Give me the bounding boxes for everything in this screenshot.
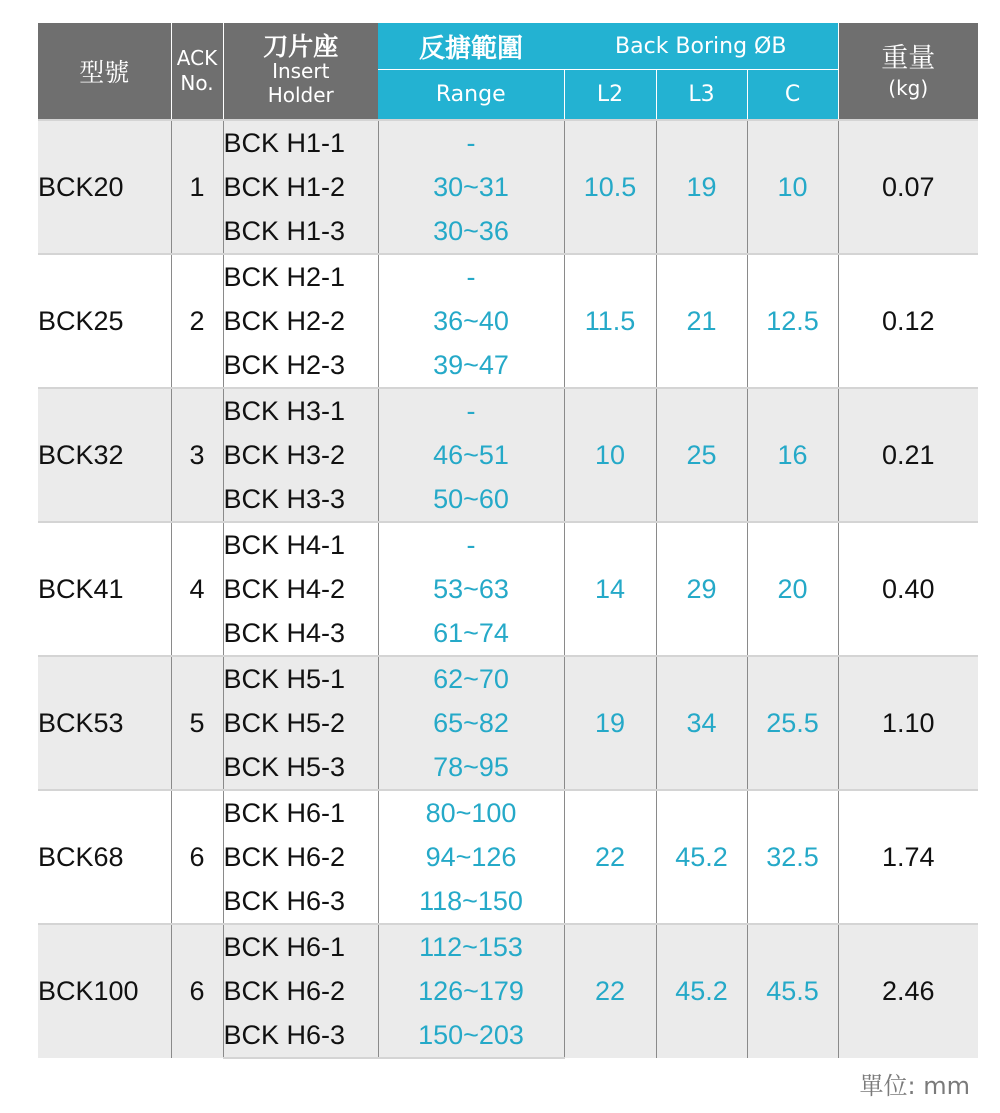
header-c-label: C <box>784 82 801 107</box>
weight-cell: 0.40 <box>838 522 978 656</box>
range-cell: - <box>378 388 564 433</box>
range-cell: 46~51 <box>378 433 564 477</box>
range-cell: - <box>378 522 564 567</box>
range-cell: 39~47 <box>378 343 564 388</box>
insert-holder-cell: BCK H6-1 <box>223 924 378 969</box>
range-cell: 53~63 <box>378 567 564 611</box>
range-cell: 36~40 <box>378 299 564 343</box>
ack-cell: 5 <box>171 656 223 790</box>
insert-holder-cell: BCK H3-3 <box>223 477 378 522</box>
header-insert-line2: Holder <box>267 83 334 107</box>
insert-holder-cell: BCK H6-2 <box>223 835 378 879</box>
ack-cell: 1 <box>171 120 223 254</box>
insert-holder-cell: BCK H2-2 <box>223 299 378 343</box>
c-cell: 20 <box>747 522 838 656</box>
insert-holder-cell: BCK H5-3 <box>223 745 378 790</box>
range-cell: 112~153 <box>378 924 564 969</box>
c-cell: 10 <box>747 120 838 254</box>
header-l2-label: L2 <box>596 82 624 107</box>
header-back-boring <box>564 23 838 70</box>
insert-holder-cell: BCK H5-2 <box>223 701 378 745</box>
insert-holder-cell: BCK H6-3 <box>223 1013 378 1058</box>
insert-holder-cell: BCK H4-2 <box>223 567 378 611</box>
model-cell: BCK100 <box>38 924 171 1058</box>
model-cell: BCK68 <box>38 790 171 924</box>
table-row <box>38 254 978 299</box>
range-cell: 118~150 <box>378 879 564 924</box>
l2-cell: 14 <box>564 522 656 656</box>
table-row <box>38 522 978 567</box>
weight-cell: 2.46 <box>838 924 978 1058</box>
c-cell: 12.5 <box>747 254 838 388</box>
l2-cell: 10.5 <box>564 120 656 254</box>
insert-holder-cell: BCK H6-1 <box>223 790 378 835</box>
range-cell: 78~95 <box>378 745 564 790</box>
l2-cell: 11.5 <box>564 254 656 388</box>
range-cell: 94~126 <box>378 835 564 879</box>
l3-cell: 29 <box>656 522 747 656</box>
c-cell: 45.5 <box>747 924 838 1058</box>
header-range <box>378 70 564 121</box>
model-cell: BCK32 <box>38 388 171 522</box>
l2-cell: 10 <box>564 388 656 522</box>
header-insert-cn: 刀片座 <box>263 32 339 61</box>
header-range-cn-label: 反搪範圍 <box>418 33 523 64</box>
c-cell: 25.5 <box>747 656 838 790</box>
table-row <box>38 656 978 701</box>
ack-cell: 6 <box>171 924 223 1058</box>
c-cell: 32.5 <box>747 790 838 924</box>
model-cell: BCK20 <box>38 120 171 254</box>
insert-holder-cell: BCK H5-1 <box>223 656 378 701</box>
header-weight <box>838 23 978 120</box>
model-cell: BCK53 <box>38 656 171 790</box>
table-row <box>38 924 978 969</box>
l3-cell: 19 <box>656 120 747 254</box>
l3-cell: 34 <box>656 656 747 790</box>
header-back-boring-label: Back Boring ØB <box>615 33 787 59</box>
header-model <box>38 23 171 120</box>
table-row <box>38 790 978 835</box>
insert-holder-cell: BCK H4-3 <box>223 611 378 656</box>
header-insert-line1: Insert <box>272 59 330 83</box>
header-ack <box>171 23 223 120</box>
insert-holder-cell: BCK H6-3 <box>223 879 378 924</box>
range-cell: 61~74 <box>378 611 564 656</box>
insert-holder-cell: BCK H2-1 <box>223 254 378 299</box>
range-cell: 50~60 <box>378 477 564 522</box>
l3-cell: 25 <box>656 388 747 522</box>
table-header <box>38 23 978 120</box>
range-cell: - <box>378 254 564 299</box>
header-l3 <box>656 70 747 121</box>
header-l3-label: L3 <box>688 82 715 107</box>
header-l2 <box>564 70 656 121</box>
weight-cell: 0.12 <box>838 254 978 388</box>
insert-holder-cell: BCK H3-1 <box>223 388 378 433</box>
ack-cell: 6 <box>171 790 223 924</box>
header-c <box>747 70 838 121</box>
ack-cell: 2 <box>171 254 223 388</box>
model-cell: BCK25 <box>38 254 171 388</box>
l2-cell: 19 <box>564 656 656 790</box>
range-cell: 126~179 <box>378 969 564 1013</box>
ack-cell: 4 <box>171 522 223 656</box>
header-ack-line2: No. <box>180 71 214 95</box>
header-insert-holder <box>223 23 378 120</box>
insert-holder-cell: BCK H2-3 <box>223 343 378 388</box>
header-weight-cn: 重量 <box>881 42 936 74</box>
weight-cell: 1.10 <box>838 656 978 790</box>
header-model-label: 型號 <box>79 58 130 87</box>
insert-holder-cell: BCK H3-2 <box>223 433 378 477</box>
insert-holder-cell: BCK H1-2 <box>223 165 378 209</box>
range-cell: 62~70 <box>378 656 564 701</box>
range-cell: - <box>378 120 564 165</box>
header-range-label: Range <box>435 82 506 107</box>
insert-holder-cell: BCK H1-3 <box>223 209 378 254</box>
l3-cell: 21 <box>656 254 747 388</box>
table-body <box>38 120 978 1058</box>
unit-note: 單位: mm <box>859 1072 970 1100</box>
header-range-cn <box>378 23 564 70</box>
range-cell: 65~82 <box>378 701 564 745</box>
insert-holder-cell: BCK H6-2 <box>223 969 378 1013</box>
ack-cell: 3 <box>171 388 223 522</box>
header-weight-unit: (kg) <box>888 75 929 100</box>
range-cell: 80~100 <box>378 790 564 835</box>
table-row <box>38 120 978 165</box>
c-cell: 16 <box>747 388 838 522</box>
header-ack-line1: ACK <box>176 46 218 70</box>
weight-cell: 0.21 <box>838 388 978 522</box>
spec-table <box>38 23 978 1059</box>
insert-holder-cell: BCK H1-1 <box>223 120 378 165</box>
range-cell: 150~203 <box>378 1013 564 1058</box>
l3-cell: 45.2 <box>656 924 747 1058</box>
range-cell: 30~36 <box>378 209 564 254</box>
weight-cell: 1.74 <box>838 790 978 924</box>
range-cell: 30~31 <box>378 165 564 209</box>
weight-cell: 0.07 <box>838 120 978 254</box>
table-row <box>38 388 978 433</box>
l2-cell: 22 <box>564 924 656 1058</box>
insert-holder-cell: BCK H4-1 <box>223 522 378 567</box>
l2-cell: 22 <box>564 790 656 924</box>
model-cell: BCK41 <box>38 522 171 656</box>
l3-cell: 45.2 <box>656 790 747 924</box>
